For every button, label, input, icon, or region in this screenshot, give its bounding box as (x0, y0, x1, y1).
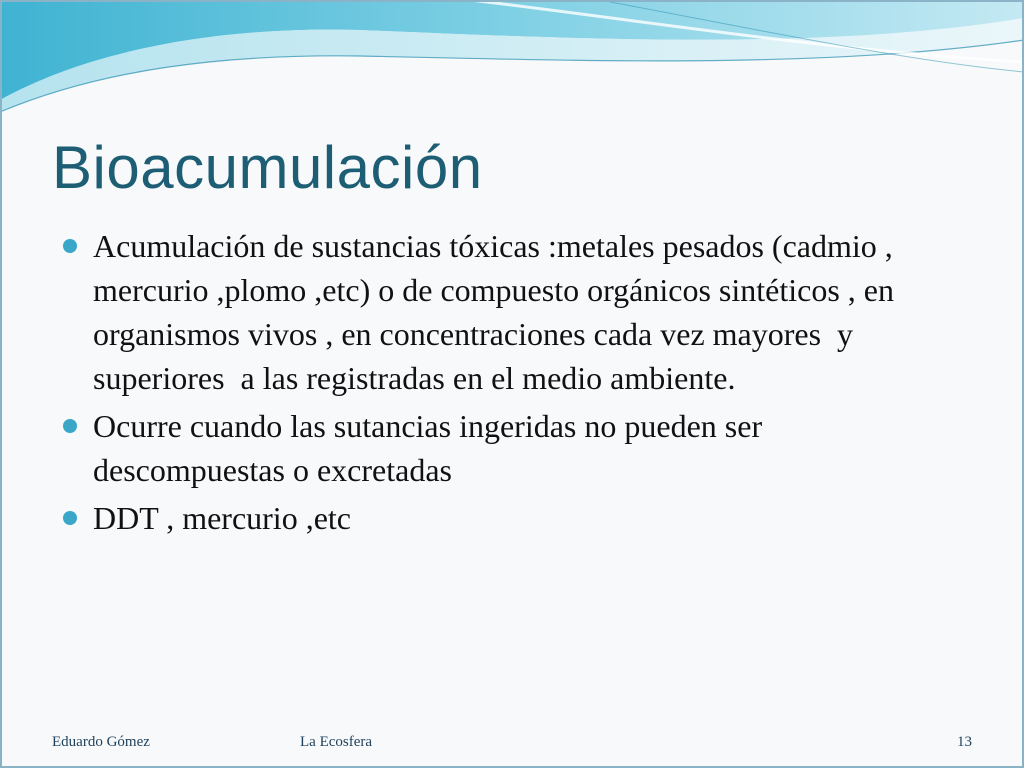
bullet-item (60, 496, 960, 540)
slide-title: Bioacumulación (52, 134, 483, 201)
bullet-list (60, 224, 960, 544)
bullet-dot-icon (63, 239, 77, 253)
bullet-text: DDT , mercurio ,etc (93, 500, 351, 536)
bullet-text: Ocurre cuando las sutancias ingeridas no pueden ser descompuestas o excretadas (93, 408, 771, 488)
bullet-dot-icon (63, 511, 77, 525)
footer-page-number: 13 (957, 734, 972, 750)
footer-author: Eduardo Gómez (52, 734, 150, 750)
bullet-dot-icon (63, 419, 77, 433)
bullet-item (60, 224, 960, 400)
slide-footer (0, 732, 1024, 756)
bullet-item (60, 404, 960, 492)
footer-topic: La Ecosfera (300, 734, 373, 750)
header-swoosh-decoration (0, 0, 1024, 120)
bullet-text: Acumulación de sustancias tóxicas :metales pesados (cadmio , mercurio ,plomo ,etc) o de compuesto orgánicos sintéticos , en organismos vivos , en concentraciones cada vez mayores y superiores a las registradas en el medio ambiente. (93, 228, 902, 396)
